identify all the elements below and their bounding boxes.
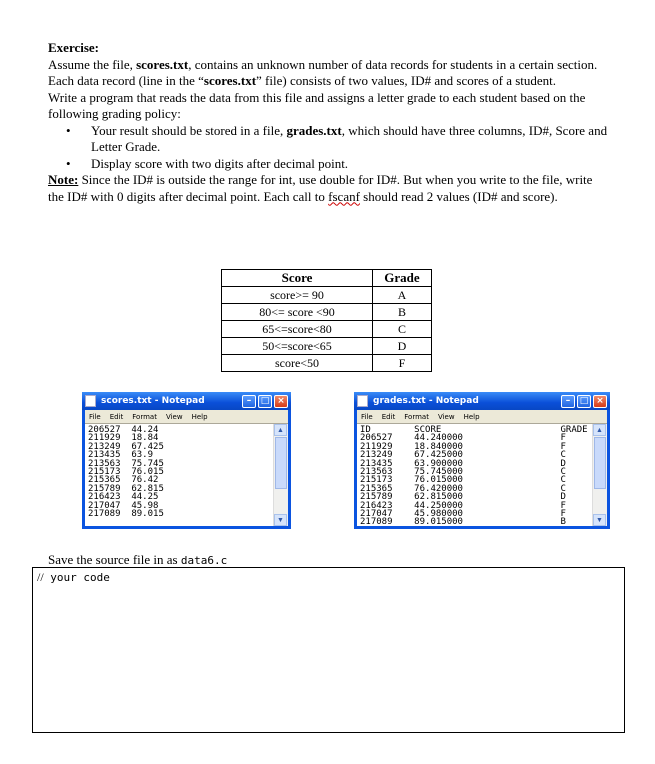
menu-edit[interactable]: Edit bbox=[109, 412, 124, 421]
close-button[interactable]: × bbox=[593, 395, 607, 408]
table-row bbox=[222, 287, 432, 304]
grades-titlebar[interactable] bbox=[354, 392, 610, 410]
code-answer-box[interactable] bbox=[32, 567, 625, 733]
minimize-button[interactable]: – bbox=[242, 395, 256, 408]
vertical-scrollbar[interactable] bbox=[592, 424, 607, 526]
letter-grade: C bbox=[373, 321, 432, 338]
close-button[interactable]: × bbox=[274, 395, 288, 408]
menu-help[interactable]: Help bbox=[191, 412, 208, 421]
letter-grade: F bbox=[373, 355, 432, 372]
letter-grade: B bbox=[373, 304, 432, 321]
text-area[interactable] bbox=[85, 424, 274, 526]
code-placeholder: your code bbox=[43, 571, 110, 584]
window-title: scores.txt - Notepad bbox=[101, 396, 205, 406]
notepad-icon bbox=[357, 395, 368, 407]
maximize-button[interactable]: □ bbox=[258, 395, 272, 408]
menu-edit[interactable]: Edit bbox=[381, 412, 396, 421]
scores-notepad-window bbox=[82, 392, 291, 529]
menu-help[interactable]: Help bbox=[463, 412, 480, 421]
text-area[interactable] bbox=[357, 424, 593, 526]
score-range: 50<=score<65 bbox=[222, 338, 373, 355]
menu-file[interactable]: File bbox=[89, 412, 101, 421]
score-range: 65<=score<80 bbox=[222, 321, 373, 338]
menu-format[interactable]: Format bbox=[132, 412, 157, 421]
menu-view[interactable]: View bbox=[437, 412, 455, 421]
vertical-scrollbar[interactable] bbox=[273, 424, 288, 526]
menu-file[interactable]: File bbox=[361, 412, 373, 421]
scroll-thumb[interactable] bbox=[275, 437, 287, 489]
requirement-item: • Your result should be stored in a file, grades.txt, which should have three columns, ID#, Score and Letter Grade. bbox=[91, 123, 610, 156]
table-row bbox=[222, 321, 432, 338]
menu-bar bbox=[357, 410, 607, 424]
exercise-text bbox=[48, 40, 610, 205]
menu-bar bbox=[85, 410, 288, 424]
scroll-down-icon[interactable]: ▼ bbox=[593, 514, 606, 526]
table-row bbox=[222, 355, 432, 372]
grading-header-score: Score bbox=[222, 270, 373, 287]
file-content: 206527 44.24 211929 18.84 213249 67.425 213435 63.9 213563 75.745 215173 76.015 215365 76.42 215789 62.815 216423 44.25 217047 45.98 217089 89.015 bbox=[88, 425, 164, 520]
exercise-para2: Write a program that reads the data from this file and assigns a letter grade to each student based on the following grading policy: bbox=[48, 89, 586, 121]
note-paragraph: Note: Since the ID# is outside the range for int, use double for ID#. But when you write to the file, write the ID# with 0 digits after decimal point. Each call to fscanf should read 2 values (ID# and score). bbox=[48, 172, 593, 204]
menu-view[interactable]: View bbox=[165, 412, 183, 421]
menu-format[interactable]: Format bbox=[404, 412, 429, 421]
requirement-item: • Display score with two digits after decimal point. bbox=[91, 156, 610, 173]
minimize-button[interactable]: – bbox=[561, 395, 575, 408]
letter-grade: A bbox=[373, 287, 432, 304]
file-content: ID SCORE GRADE 206527 44.240000 F 211929 18.840000 F 213249 67.425000 C 213435 63.900000 D 213563 75.745000 C 215173 76.015000 C 215365 76.420000 C 215789 62.815000 D 216423 44.250000 F 217047 45.980000 F 217089 89.015000 B bbox=[360, 425, 588, 528]
notepad-icon bbox=[85, 395, 96, 407]
letter-grade: D bbox=[373, 338, 432, 355]
window-title: grades.txt - Notepad bbox=[373, 396, 479, 406]
table-row bbox=[222, 304, 432, 321]
score-range: score<50 bbox=[222, 355, 373, 372]
save-instruction: Save the source file in as data6.c bbox=[48, 552, 228, 567]
scores-titlebar[interactable] bbox=[82, 392, 291, 410]
maximize-button[interactable]: □ bbox=[577, 395, 591, 408]
scroll-thumb[interactable] bbox=[594, 437, 606, 489]
comment-marker: // bbox=[37, 570, 44, 584]
grading-table bbox=[221, 269, 432, 372]
exercise-title: Exercise: bbox=[48, 40, 100, 55]
source-filename: data6.c bbox=[180, 554, 228, 567]
table-row bbox=[222, 338, 432, 355]
grades-notepad-window bbox=[354, 392, 610, 529]
scroll-down-icon[interactable]: ▼ bbox=[274, 514, 287, 526]
score-range: 80<= score <90 bbox=[222, 304, 373, 321]
exercise-para1: Assume the file, scores.txt, contains an unknown number of data records for students in a certain section. Each data record (line in the “scores.txt” file) consists of two values, ID# and scores of a student. bbox=[48, 56, 598, 88]
scroll-up-icon[interactable]: ▲ bbox=[593, 424, 606, 436]
requirements-list bbox=[48, 123, 610, 173]
grading-header-grade: Grade bbox=[373, 270, 432, 287]
score-range: score>= 90 bbox=[222, 287, 373, 304]
scroll-up-icon[interactable]: ▲ bbox=[274, 424, 287, 436]
